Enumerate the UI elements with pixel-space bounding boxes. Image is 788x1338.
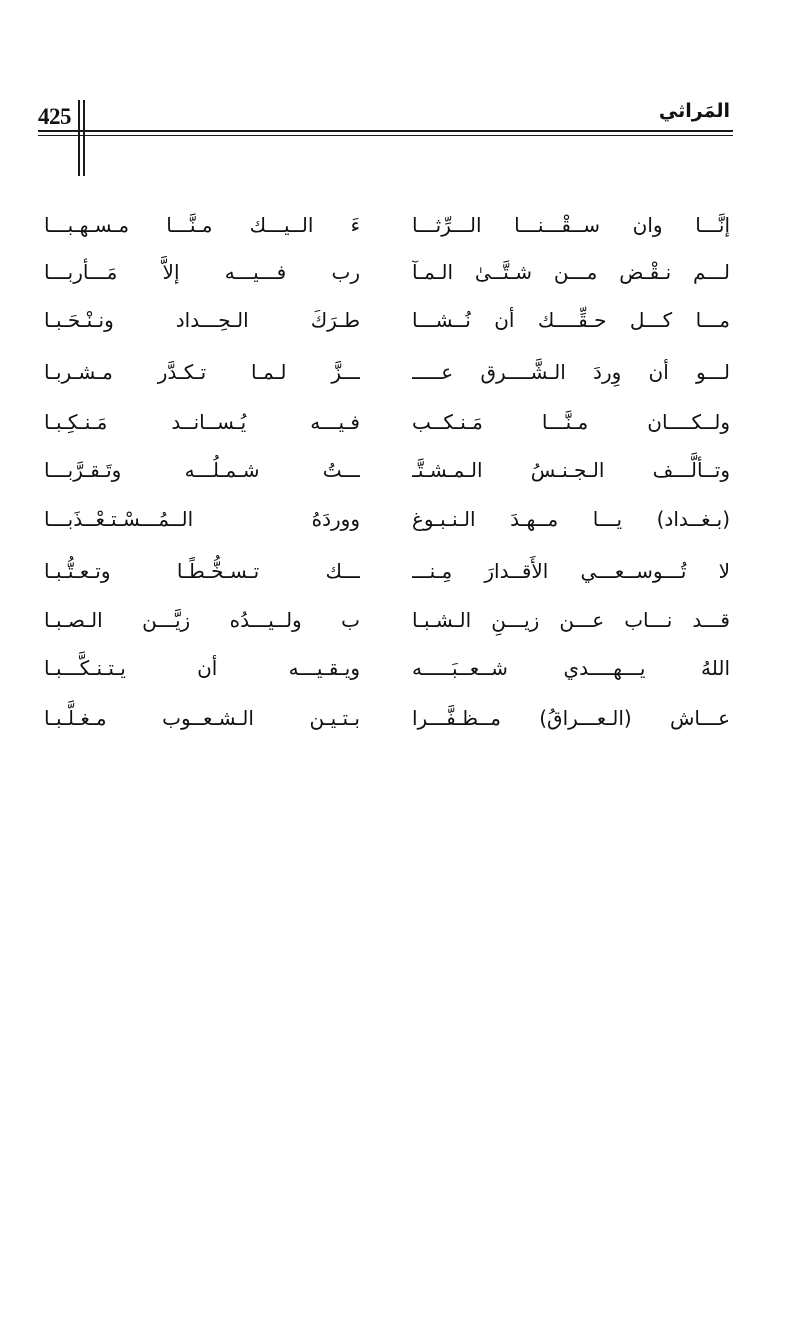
verse-second-hemistich: طـرَكَ الـحِـــداد ونـنْـحَـبـا (44, 308, 360, 332)
header-rule-top (38, 130, 733, 132)
verse-first-hemistich: عـــاش (الـعـــراقُ) مــظـفَّـــرا (412, 706, 730, 730)
verse-second-hemistich: ـــك تـسـخُّـطًـا وتـعـتُّـبـا (44, 559, 360, 583)
verse-first-hemistich: لـــم نـقْـض مـــن شـتَّــىٰ الـمـآ (412, 260, 730, 284)
verse-first-hemistich: مـــا كـــل حـقِّــــك أن نُــشـــا (412, 308, 730, 332)
verse (0, 203, 788, 253)
verse-first-hemistich: وتــألَّـــف الـجـنـسُ الـمـشـتَّـ (412, 458, 730, 482)
verse (0, 298, 788, 348)
verse-first-hemistich: لـــو أن وِردَ الـشَّــــرق عـــــ (412, 360, 730, 384)
verse (0, 696, 788, 746)
verse (0, 497, 788, 547)
verse-first-hemistich: (بـغــداد) يـــا مــهـدَ الـنـبـوغ (412, 507, 730, 531)
verse-first-hemistich: ولــكــــان مـنَّـــا مَـنـكــب (412, 410, 730, 434)
verse-first-hemistich: قـــد نـــاب عـــن زيـــنِ الـشـبـا (412, 608, 730, 632)
verse-second-hemistich: رب فـــيـــه إلاَّ مَـــأربـــا (44, 260, 360, 284)
verse-second-hemistich: ـــتُ شـمـلُـــه وتَـقـرَّبـــا (44, 458, 360, 482)
verse (0, 250, 788, 300)
verse (0, 400, 788, 450)
verse-first-hemistich: إنَّـــا وان ســقْـــنـــا الـــرِّثـــا (412, 213, 730, 237)
verse-second-hemistich: ـــزَّ لـمـا تـكـدَّر مـشـربـا (44, 360, 360, 384)
verse-second-hemistich: فـيـــه يُـســانــد مَـنـكِـبـا (44, 410, 360, 434)
verse (0, 598, 788, 648)
verse-first-hemistich: لا تُـــوســعـــي الأَقــدارَ مِـنـــ (412, 559, 730, 583)
header-vertical-bar (83, 100, 85, 176)
page-number: 425 (38, 104, 71, 129)
verse (0, 448, 788, 498)
verse (0, 350, 788, 400)
verse-second-hemistich: ويـقـيـــه أن يـتـنـكَّـــبـا (44, 656, 360, 680)
verse-second-hemistich: ب ولــيـــدُه زيَّـــن الـصـبـا (44, 608, 360, 632)
header-vertical-bar (78, 100, 80, 176)
verse (0, 646, 788, 696)
running-title: المَراثي (658, 100, 730, 122)
verse-second-hemistich: ووردَهُ الــمُـــسْـتـعْــذَبـــا (44, 507, 360, 531)
verse-second-hemistich: ءَ الــيـــك مـنَّـــا مـسـهـبـــا (44, 213, 360, 237)
verse-first-hemistich: اللهُ يـــهــــدي شــعــبَـــــه (412, 656, 730, 680)
header-rule-bottom (38, 135, 733, 136)
verse-second-hemistich: بـتـيـن الـشـعــوب مـغـلَّـبـا (44, 706, 360, 730)
verse (0, 549, 788, 599)
